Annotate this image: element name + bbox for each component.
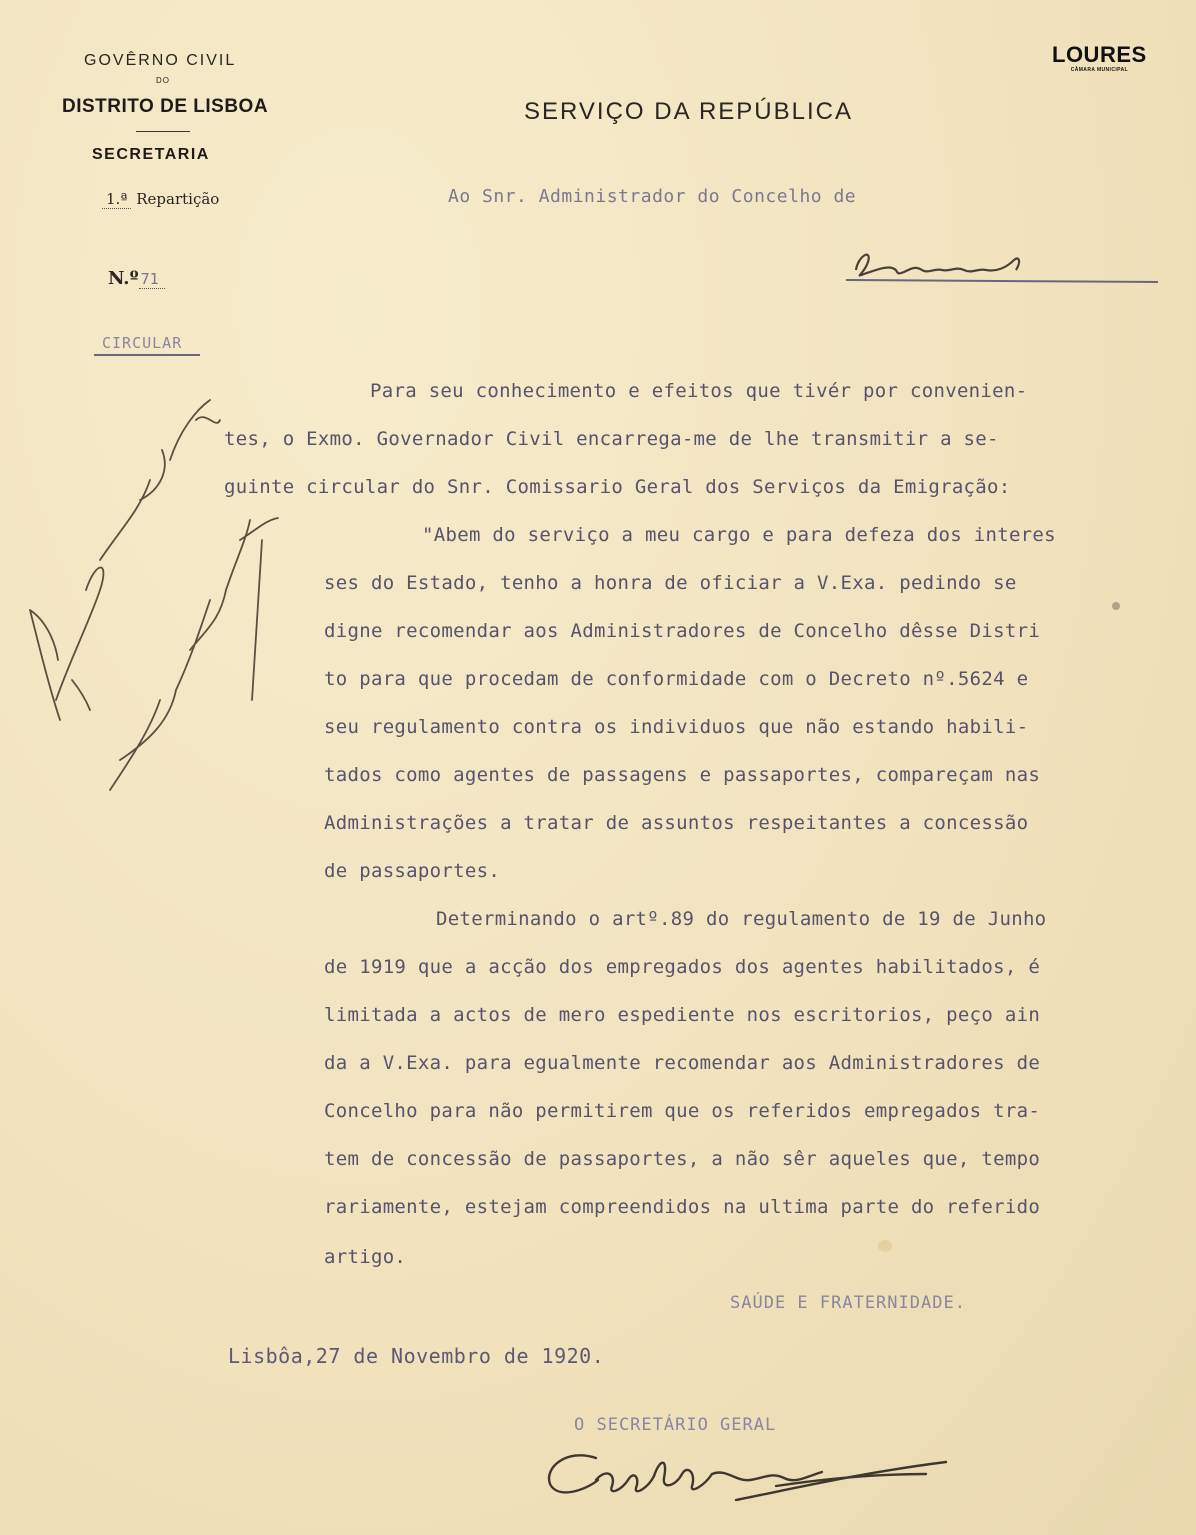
reparticao-label: Repartição [136, 190, 220, 208]
body-line: artigo. [324, 1246, 407, 1268]
body-line: guinte circular do Snr. Comissario Geral dos Serviços da Emigração: [224, 476, 1011, 498]
header-secretaria: SECRETARIA [92, 146, 210, 163]
header-district: DISTRITO DE LISBOA [62, 96, 269, 117]
body-line: rariamente, estejam compreendidos na ultima parte do referido [324, 1196, 1041, 1218]
handwriting-loures-icon [846, 240, 1166, 288]
signatory-title: O SECRETÁRIO GERAL [574, 1415, 777, 1435]
reparticao-number: 1.ª [102, 190, 131, 209]
ink-spot [1112, 602, 1120, 610]
addressee-place-handwritten [846, 240, 1166, 292]
body-line: de 1919 que a acção dos empregados dos agentes habilitados, é [324, 956, 1041, 978]
body-line: Para seu conhecimento e efeitos que tivér por convenien- [370, 380, 1028, 402]
handwritten-signature-icon [536, 1428, 956, 1528]
header-gov-civil: GOVÊRNO CIVIL [84, 52, 237, 69]
body-line: de passaportes. [324, 860, 501, 882]
body-line: ses do Estado, tenho a honra de oficiar a V.Exa. pedindo se [324, 572, 1017, 594]
body-line: digne recomendar aos Administradores de Concelho dêsse Distri [324, 620, 1041, 642]
body-line: Concelho para não permitirem que os referidos empregados tra- [324, 1100, 1041, 1122]
body-line: tem de concessão de passaportes, a não sêr aqueles que, tempo [324, 1148, 1041, 1170]
body-line: da a V.Exa. para egualmente recomendar aos Administradores de [324, 1052, 1041, 1074]
logo-main-text: LOURES [1052, 42, 1147, 67]
addressee-line: Ao Snr. Administrador do Concelho de [448, 186, 857, 207]
margin-annotation [0, 0, 300, 824]
body-line: tes, o Exmo. Governador Civil encarrega-me de lhe transmitir a se- [224, 428, 999, 450]
logo-sub-text: CÂMARA MUNICIPAL [1070, 67, 1128, 73]
paper-stain [878, 1240, 892, 1252]
handwritten-annotation-icon [0, 0, 300, 820]
signature [536, 1428, 956, 1532]
number-label: N.º [108, 268, 139, 289]
body-line: Determinando o artº.89 do regulamento de 19 de Junho [436, 908, 1047, 930]
body-line: limitada a actos de mero espediente nos escritorios, peço ain [324, 1004, 1041, 1026]
number-value: 71 [139, 270, 165, 289]
body-line: to para que procedam de conformidade com o Decreto nº.5624 e [324, 668, 1029, 690]
body-line: tados como agentes de passagens e passaportes, compareçam nas [324, 764, 1041, 786]
circular-label: CIRCULAR [94, 334, 200, 356]
closing-salutation: SAÚDE E FRATERNIDADE. [730, 1293, 966, 1313]
date-line: Lisbôa,27 de Novembro de 1920. [228, 1344, 605, 1368]
body-line: Administrações a tratar de assuntos respeitantes a concessão [324, 812, 1029, 834]
body-line: "Abem do serviço a meu cargo e para defeza dos interes [422, 524, 1056, 546]
loures-logo [1052, 44, 1147, 73]
body-line: seu regulamento contra os individuos que não estando habili- [324, 716, 1029, 738]
header-do: DO [156, 76, 170, 85]
page-title: SERVIÇO DA REPÚBLICA [524, 98, 853, 125]
